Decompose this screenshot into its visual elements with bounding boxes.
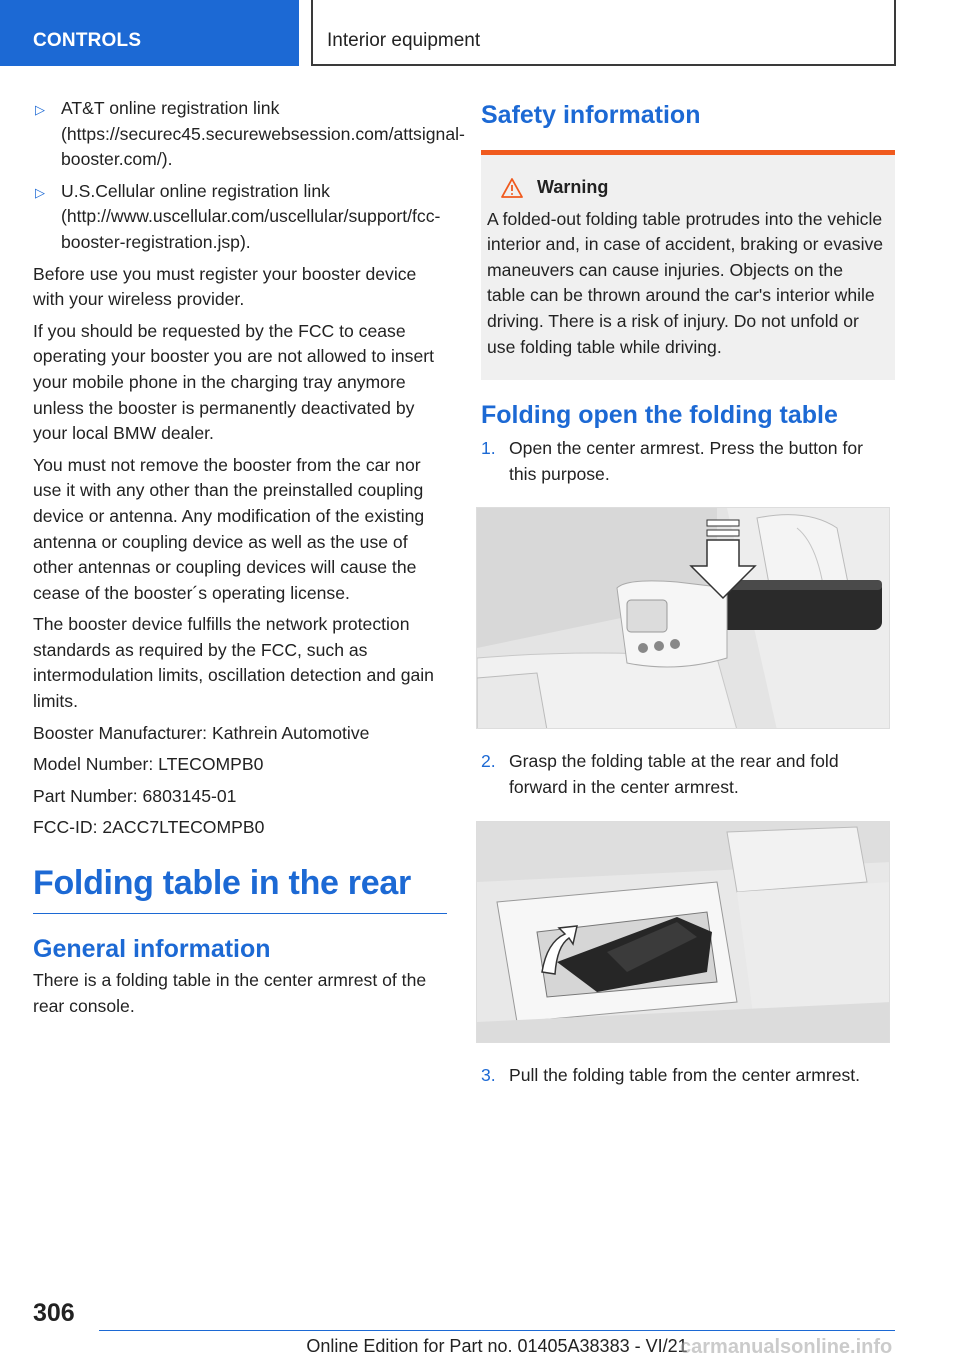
page-number: 306 bbox=[33, 1299, 75, 1327]
section-heading: Folding table in the rear bbox=[33, 863, 447, 914]
step-text: Open the center armrest. Press the button for this purpose. bbox=[509, 438, 864, 484]
bullet-text: U.S.Cellular online registration link (http://www.uscellular.com/uscellular/support/fcc-booster-registration.jsp). bbox=[61, 180, 441, 252]
folding-table-photo bbox=[476, 821, 890, 1043]
step-number: 1. bbox=[481, 438, 496, 459]
watermark: carmanualsonline.info bbox=[680, 1336, 893, 1358]
step-text: Pull the folding table from the center armrest. bbox=[509, 1064, 861, 1085]
bullet-item bbox=[33, 96, 465, 173]
paragraph: There is a folding table in the center armrest of the rear console. bbox=[33, 970, 427, 1016]
left-column bbox=[33, 96, 465, 1025]
warning-label: Warning bbox=[537, 177, 609, 197]
chapter-title: Interior equipment bbox=[311, 0, 896, 66]
spec-line: Model Number: LTECOMPB0 bbox=[33, 754, 264, 775]
armrest-photo bbox=[476, 507, 890, 729]
footer-divider bbox=[99, 1330, 895, 1331]
bullet-text: AT&T online registration link (https://securec45.securewebsession.com/attsignal-booster.com/). bbox=[61, 98, 465, 170]
safety-heading: Safety information bbox=[481, 101, 701, 129]
warning-triangle-icon bbox=[501, 178, 523, 198]
triangle-bullet-icon: ▷ bbox=[35, 102, 45, 117]
triangle-bullet-icon: ▷ bbox=[35, 184, 45, 200]
warning-text: A folded-out folding table protrudes into the vehicle interior and, in case of accident, braking or evasive maneuvers can cause injuries. Objects on the table can be thrown around the car's interior while driving. There is a risk of injury. Do not unfold or use folding table while driving. bbox=[487, 208, 884, 357]
spec-line: Part Number: 6803145-01 bbox=[33, 785, 237, 806]
paragraph: Before use you must register your booster device with your wireless provider. bbox=[33, 263, 417, 310]
step-item bbox=[481, 436, 895, 487]
edition-line: Online Edition for Part no. 01405A38383 - VI/21 bbox=[306, 1336, 688, 1356]
bullet-item bbox=[33, 179, 447, 256]
warning-box bbox=[481, 150, 895, 380]
step-number: 2. bbox=[481, 751, 496, 772]
right-column bbox=[481, 96, 895, 1088]
step-number: 3. bbox=[481, 1064, 496, 1085]
section-tab: CONTROLS bbox=[0, 0, 299, 66]
subsection-heading: Folding open the folding table bbox=[481, 401, 838, 430]
paragraph: The booster device fulfills the network protection standards as required by the FCC, such as intermodulation limits, oscillation detection and gain limits. bbox=[33, 614, 434, 712]
warning-header bbox=[501, 175, 885, 201]
step-text: Grasp the folding table at the rear and fold forward in the center armrest. bbox=[509, 751, 839, 797]
paragraph: You must not remove the booster from the car nor use it with any other than the preinstalled coupling device or antenna. Any modification of the existing antenna or coupling device as well as the use of other antennas or coupling devices will cause the cease of the booster´s operating license. bbox=[33, 454, 425, 603]
subsection-heading: General information bbox=[33, 935, 271, 964]
spec-line: Booster Manufacturer: Kathrein Automotive bbox=[33, 722, 370, 743]
step-item bbox=[481, 1063, 895, 1089]
spec-list bbox=[33, 721, 447, 841]
paragraph: If you should be requested by the FCC to cease operating your booster you are not allowed to insert your mobile phone in the charging tray anymore unless the booster is permanently deactivated by your local BMW dealer. bbox=[33, 320, 434, 444]
spec-line: FCC-ID: 2ACC7LTECOMPB0 bbox=[33, 817, 265, 838]
step-item bbox=[481, 749, 895, 800]
